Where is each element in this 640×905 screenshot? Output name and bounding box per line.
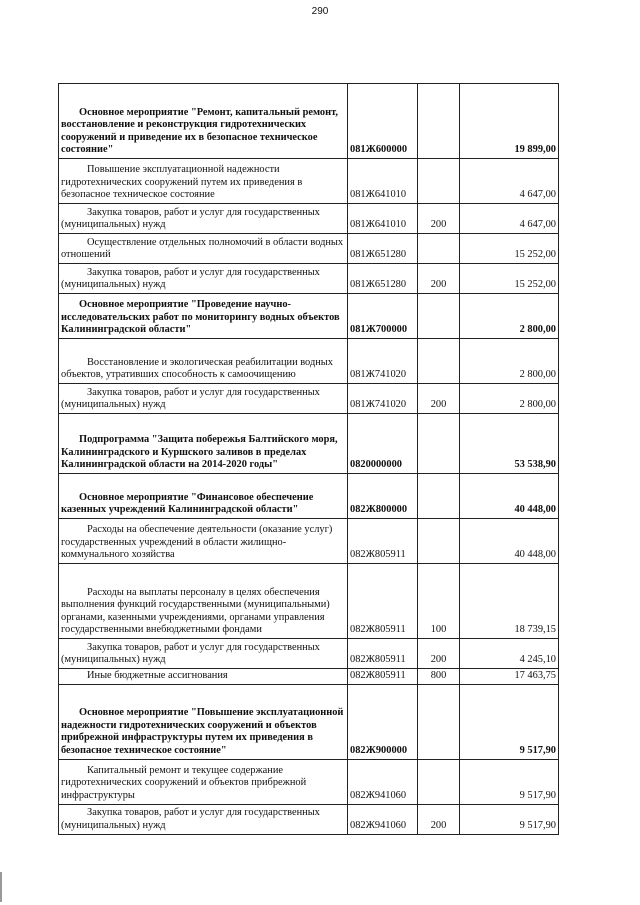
row-amount: 4 647,00 <box>460 204 559 234</box>
table-row <box>59 564 559 639</box>
row-name: Иные бюджетные ассигнования <box>59 669 348 685</box>
row-type <box>418 294 460 339</box>
row-amount: 15 252,00 <box>460 234 559 264</box>
table-row <box>59 339 559 384</box>
row-amount: 2 800,00 <box>460 384 559 414</box>
table-row <box>59 384 559 414</box>
row-type <box>418 759 460 804</box>
row-amount: 9 517,90 <box>460 804 559 834</box>
table-row <box>59 159 559 204</box>
row-code: 081Ж651280 <box>348 264 418 294</box>
row-type <box>418 234 460 264</box>
row-name: Повышение эксплуатационной надежности гидротехнических сооружений путем их приведения в безопасное техническое состояние <box>59 159 348 204</box>
row-code: 082Ж805911 <box>348 564 418 639</box>
row-type <box>418 84 460 159</box>
row-code: 082Ж805911 <box>348 639 418 669</box>
row-name: Закупка товаров, работ и услуг для государственных (муниципальных) нужд <box>59 639 348 669</box>
row-amount: 9 517,90 <box>460 759 559 804</box>
row-code: 081Ж741020 <box>348 339 418 384</box>
row-code: 081Ж651280 <box>348 234 418 264</box>
row-type: 200 <box>418 639 460 669</box>
row-code: 081Ж600000 <box>348 84 418 159</box>
row-amount: 18 739,15 <box>460 564 559 639</box>
row-name: Закупка товаров, работ и услуг для государственных (муниципальных) нужд <box>59 804 348 834</box>
row-code: 082Ж805911 <box>348 669 418 685</box>
row-code: 081Ж641010 <box>348 204 418 234</box>
row-code: 082Ж800000 <box>348 474 418 519</box>
row-name: Восстановление и экологическая реабилитации водных объектов, утративших способность к самоочищению <box>59 339 348 384</box>
table-row <box>59 759 559 804</box>
row-type <box>418 339 460 384</box>
row-amount: 17 463,75 <box>460 669 559 685</box>
row-type <box>418 474 460 519</box>
row-amount: 4 245,10 <box>460 639 559 669</box>
row-name: Основное мероприятие "Проведение научно-исследовательских работ по мониторингу водных объектов Калининградской области" <box>59 294 348 339</box>
row-type: 100 <box>418 564 460 639</box>
row-amount: 2 800,00 <box>460 294 559 339</box>
row-code: 081Ж700000 <box>348 294 418 339</box>
row-code: 082Ж941060 <box>348 804 418 834</box>
table-row <box>59 519 559 564</box>
table-row <box>59 414 559 474</box>
row-amount: 40 448,00 <box>460 519 559 564</box>
row-type <box>418 159 460 204</box>
table-row <box>59 264 559 294</box>
row-type <box>418 684 460 759</box>
row-name: Закупка товаров, работ и услуг для государственных (муниципальных) нужд <box>59 204 348 234</box>
row-name: Капитальный ремонт и текущее содержание гидротехнических сооружений и объектов прибрежной инфраструктуры <box>59 759 348 804</box>
row-amount: 19 899,00 <box>460 84 559 159</box>
row-type: 200 <box>418 804 460 834</box>
table-row <box>59 204 559 234</box>
row-code: 082Ж900000 <box>348 684 418 759</box>
row-code: 082Ж941060 <box>348 759 418 804</box>
table-row <box>59 294 559 339</box>
row-name: Расходы на выплаты персоналу в целях обеспечения выполнения функций государственными (муниципальными) органами, казенными учреждениями, органами управления государственными внебюджетными фондами <box>59 564 348 639</box>
row-type: 200 <box>418 204 460 234</box>
table-row <box>59 804 559 834</box>
row-amount: 2 800,00 <box>460 339 559 384</box>
row-amount: 40 448,00 <box>460 474 559 519</box>
row-name: Закупка товаров, работ и услуг для государственных (муниципальных) нужд <box>59 264 348 294</box>
budget-table-body <box>59 84 559 835</box>
row-type: 200 <box>418 384 460 414</box>
table-row <box>59 234 559 264</box>
table-row <box>59 84 559 159</box>
row-type: 800 <box>418 669 460 685</box>
row-amount: 4 647,00 <box>460 159 559 204</box>
scan-edge-mark <box>0 872 2 902</box>
row-name: Расходы на обеспечение деятельности (оказание услуг) государственных учреждений в области жилищно-коммунального хозяйства <box>59 519 348 564</box>
row-amount: 15 252,00 <box>460 264 559 294</box>
row-name: Основное мероприятие "Ремонт, капитальный ремонт, восстановление и реконструкция гидротехнических сооружений и приведение их в безопасное техническое состояние" <box>59 84 348 159</box>
table-row <box>59 474 559 519</box>
row-type <box>418 519 460 564</box>
row-amount: 53 538,90 <box>460 414 559 474</box>
row-type <box>418 414 460 474</box>
row-name: Подпрограмма "Защита побережья Балтийского моря, Калининградского и Куршского заливов в пределах Калининградской области на 2014-2020 годы" <box>59 414 348 474</box>
table-row <box>59 684 559 759</box>
row-type: 200 <box>418 264 460 294</box>
table-row <box>59 669 559 685</box>
row-amount: 9 517,90 <box>460 684 559 759</box>
row-code: 0820000000 <box>348 414 418 474</box>
row-name: Осуществление отдельных полномочий в области водных отношений <box>59 234 348 264</box>
budget-table <box>58 83 559 835</box>
row-code: 081Ж641010 <box>348 159 418 204</box>
row-name: Основное мероприятие "Повышение эксплуатационной надежности гидротехнических сооружений и объектов прибрежной инфраструктуры путем их приведения в безопасное техническое состояние" <box>59 684 348 759</box>
row-name: Основное мероприятие "Финансовое обеспечение казенных учреждений Калининградской области" <box>59 474 348 519</box>
row-code: 082Ж805911 <box>348 519 418 564</box>
row-code: 081Ж741020 <box>348 384 418 414</box>
table-row <box>59 639 559 669</box>
page-number: 290 <box>311 6 329 17</box>
row-name: Закупка товаров, работ и услуг для государственных (муниципальных) нужд <box>59 384 348 414</box>
